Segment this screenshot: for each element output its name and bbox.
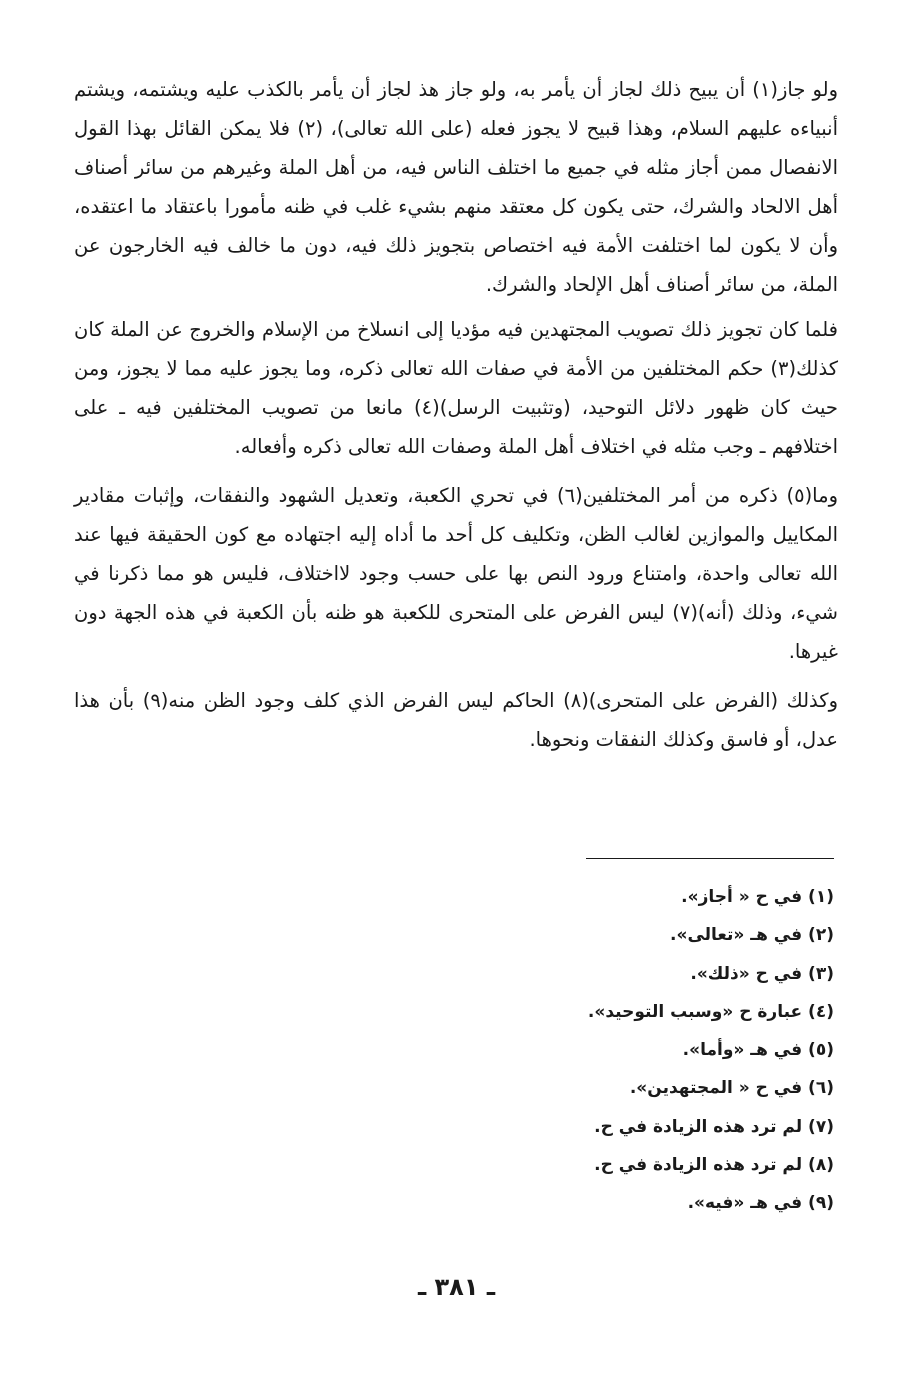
paragraph: وما(٥) ذكره من أمر المختلفين(٦) في تحري الكعبة، وتعديل الشهود والنفقات، وإثبات مقادير المكاييل والموازين لغالب الظن، وتكليف كل أحد ما أداه إليه اجتهاده مع كون الحقيقة فيها عند الله تعالى واحدة، وامتناع ورود النص بها على حسب وجود لااختلاف، فليس هو مما ذكرنا في شيء، وذلك (أنه)(٧) ليس الفرض على المتحرى للكعبة هو ظنه بأن الكعبة في هذه الجهة دون غيرها. [74,484,838,663]
paragraph: فلما كان تجويز ذلك تصويب المجتهدين فيه مؤديا إلى انسلاخ من الإسلام والخروج عن الملة كان كذلك(٣) حكم المختلفين من الأمة في صفات الله تعالى ذكره، وما يجوز عليه مما لا يجوز، ومن حيث كان ظهور دلائل التوحيد، (وتثبيت الرسل)(٤) مانعا من تصويب المختلفين فيه ـ على اختلافهم ـ وجب مثله في اختلاف أهل الملة وصفات الله تعالى ذكره وأفعاله. [74,318,838,458]
footnote-divider [586,858,834,859]
footnote: (٥) في هـ «وأما». [682,1040,834,1061]
footnote: (٧) لم ترد هذه الزيادة في ح. [594,1116,834,1137]
footnote: (٨) لم ترد هذه الزيادة في ح. [594,1155,834,1176]
footnote: (٩) في هـ «فيه». [687,1193,834,1214]
document-page [74,70,838,769]
footnotes-list [434,878,834,1223]
footnote: (٢) في هـ «تعالى». [670,925,834,946]
body-text [74,70,838,759]
footnote: (٤) عبارة ح «وسبب التوحيد». [587,1001,834,1022]
footnote: (١) في ح « أجاز». [681,887,834,907]
page-number: ـ ٣٨١ ـ [417,1273,496,1301]
paragraph: وكذلك (الفرض على المتحرى)(٨) الحاكم ليس الفرض الذي كلف وجود الظن منه(٩) بأن هذا عدل، أو فاسق وكذلك النفقات ونحوها. [74,689,838,751]
footnote: (٦) في ح « المجتهدين». [629,1078,834,1099]
paragraph: ولو جاز(١) أن يبيح ذلك لجاز أن يأمر به، ولو جاز هذ لجاز أن يأمر بالكذب عليه ويشتمه، ويشتم أنبياءه عليهم السلام، وهذا قبيح لا يجوز فعله (على الله تعالى)، (٢) فلا يمكن القائل بهذا القول الانفصال ممن أجاز مثله في جميع ما اختلف الناس فيه، من أهل الملة وغيرهم من سائر أصناف أهل الالحاد والشرك، حتى يكون كل معتقد منهم بشيء غلب في ظنه مأمورا باعتقاد ما اعتقده، وأن لا يكون لما اختلفت الأمة فيه اختصاص بتجويز ذلك فيه، دون ما خالف فيه الخارجون عن الملة، من سائر أصناف أهل الإلحاد والشرك. [74,78,838,296]
footnote: (٣) في ح «ذلك». [690,963,834,984]
